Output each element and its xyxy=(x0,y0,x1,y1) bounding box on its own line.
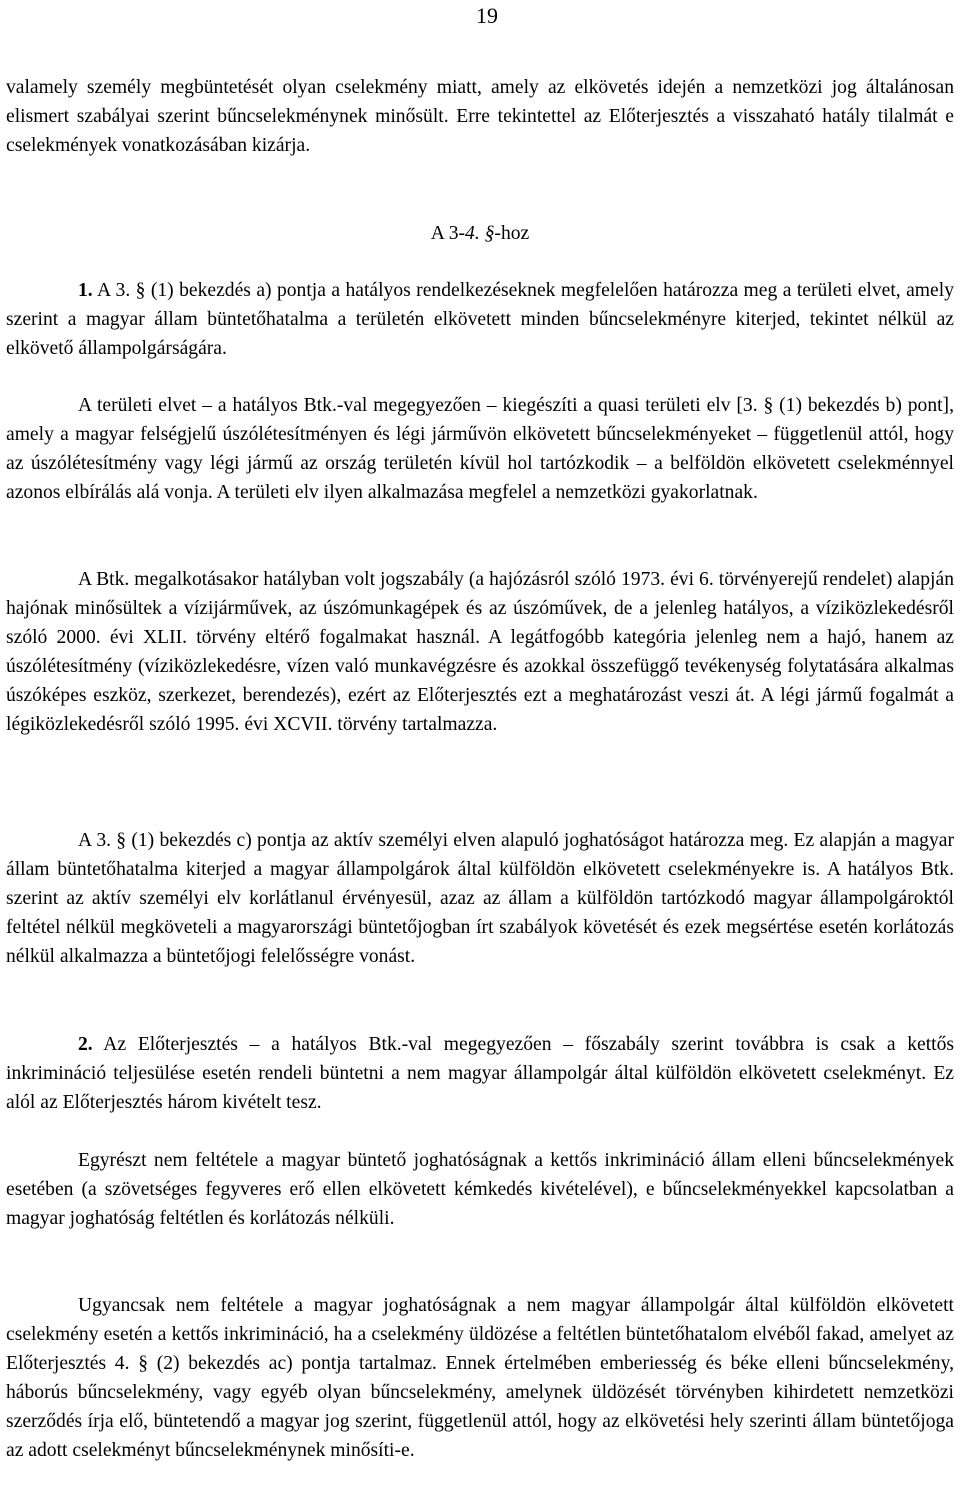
paragraph-territorial-principle xyxy=(6,276,954,363)
paragraph-universal-jurisdiction: Ugyancsak nem feltétele a magyar joghatóságnak a nem magyar állampolgár által külföldön elkövetett cselekmény esetén a kettős inkrimináció, ha a cselekmény üldözése a feltétlen büntetőhatalom elvéből fakad, amelyet az Előterjesztés 4. § (2) bekezdés ac) pontja tartalmaz. Ennek értelmében emberiesség és béke elleni bűncselekmény, háborús bűncselekmény, vagy egyéb olyan bűncselekmény, amelynek üldözését törvényben kihirdetett nemzetközi szerződés írja elő, büntetendő a magyar jog szerint, függetlenül attól, hogy az elkövetési hely szerinti állam büntetőjoga az adott cselekményt bűncselekménynek minősíti-e. xyxy=(6,1295,954,1461)
paragraph-double-criminality xyxy=(6,1030,954,1117)
page-number: 19 xyxy=(476,3,498,28)
paragraph-vessel-definition: A Btk. megalkotásakor hatályban volt jogszabály (a hajózásról szóló 1973. évi 6. törvényerejű rendelet) alapján hajónak minősültek a vízijárművek, az úszómunkagépek és az úszóművek, de a jelenleg hatályos, a víziközlekedésről szóló 2000. évi XLII. törvény eltérő fogalmakat használ. A legátfogóbb kategória jelenleg nem a hajó, hanem az úszólétesítmény (víziközlekedésre, vízen való munkavégzésre és azokkal összefüggő tevékenység folytatására alkalmas úszóképes eszköz, szerkezet, berendezés), ezért az Előterjesztés ezt a meghatározást veszi át. A légi jármű fogalmát a légiközlekedésről szóló 1995. évi XCVII. törvény tartalmazza. xyxy=(6,569,954,735)
point-number-1: 1. xyxy=(78,280,93,301)
section-heading-prefix: A 3- xyxy=(430,223,466,244)
paragraph-double-criminality-text: Az Előterjesztés – a hatályos Btk.-val megegyezően – főszabály szerint továbbra is csak a kettős inkrimináció teljesülése esetén rendeli büntetni a nem magyar állampolgár által külföldön elkövetett cselekményt. Ez alól az Előterjesztés három kivételt tesz. xyxy=(6,1034,954,1113)
section-heading-italic: 4. § xyxy=(465,223,495,244)
section-heading xyxy=(6,219,954,248)
paragraph-active-personal: A 3. § (1) bekezdés c) pontja az aktív személyi elven alapuló joghatóságot határozza meg. Ez alapján a magyar állam büntetőhatalma kiterjed a magyar állampolgárok által külföldön elkövetett cselekményekre is. A hatályos Btk. szerint az aktív személyi elv korlátlanul érvényesül, azaz az állam a külföldön tartózkodó magyar állampolgároktól feltétel nélkül megköveteli a magyarországi büntetőjogban írt szabályok követését és ezek megsértése esetén korlátozás nélkül alkalmazza a büntetőjogi felelősségre vonást. xyxy=(6,830,954,967)
paragraph-territorial-principle-text: A 3. § (1) bekezdés a) pontja a hatályos rendelkezéseknek megfelelően határozza meg a területi elvet, amely szerint a magyar állam büntetőhatalma a területén elkövetett minden bűncselekményre kiterjed, tekintet nélkül az elkövető állampolgárságára. xyxy=(6,280,954,359)
point-number-2: 2. xyxy=(78,1034,93,1055)
section-heading-suffix: -hoz xyxy=(494,223,530,244)
paragraph-intro: valamely személy megbüntetését olyan cselekmény miatt, amely az elkövetés idején a nemzetközi jog általánosan elismert szabályai szerint bűncselekménynek minősült. Erre tekintettel az Előterjesztés a visszaható hatály tilalmát e cselekmények vonatkozásában kizárja. xyxy=(6,77,954,156)
paragraph-state-crimes: Egyrészt nem feltétele a magyar büntető joghatóságnak a kettős inkrimináció állam elleni bűncselekmények esetében (a szövetséges fegyveres erő ellen elkövetett kémkedés kivételével), e bűncselekményekkel kapcsolatban a magyar joghatóság feltétlen és korlátozás nélküli. xyxy=(6,1150,954,1229)
paragraph-quasi-territorial: A területi elvet – a hatályos Btk.-val megegyezően – kiegészíti a quasi területi elv [3. § (1) bekezdés b) pont], amely a magyar felségjelű úszólétesítményen és légi járművön elkövetett bűncselekményeket – függetlenül attól, hogy az úszólétesítmény vagy légi jármű az ország területén kívül hol tartózkodik – a belföldön elkövetett cselekménnyel azonos elbírálás alá vonja. A területi elv ilyen alkalmazása megfelel a nemzetközi gyakorlatnak. xyxy=(6,395,954,503)
